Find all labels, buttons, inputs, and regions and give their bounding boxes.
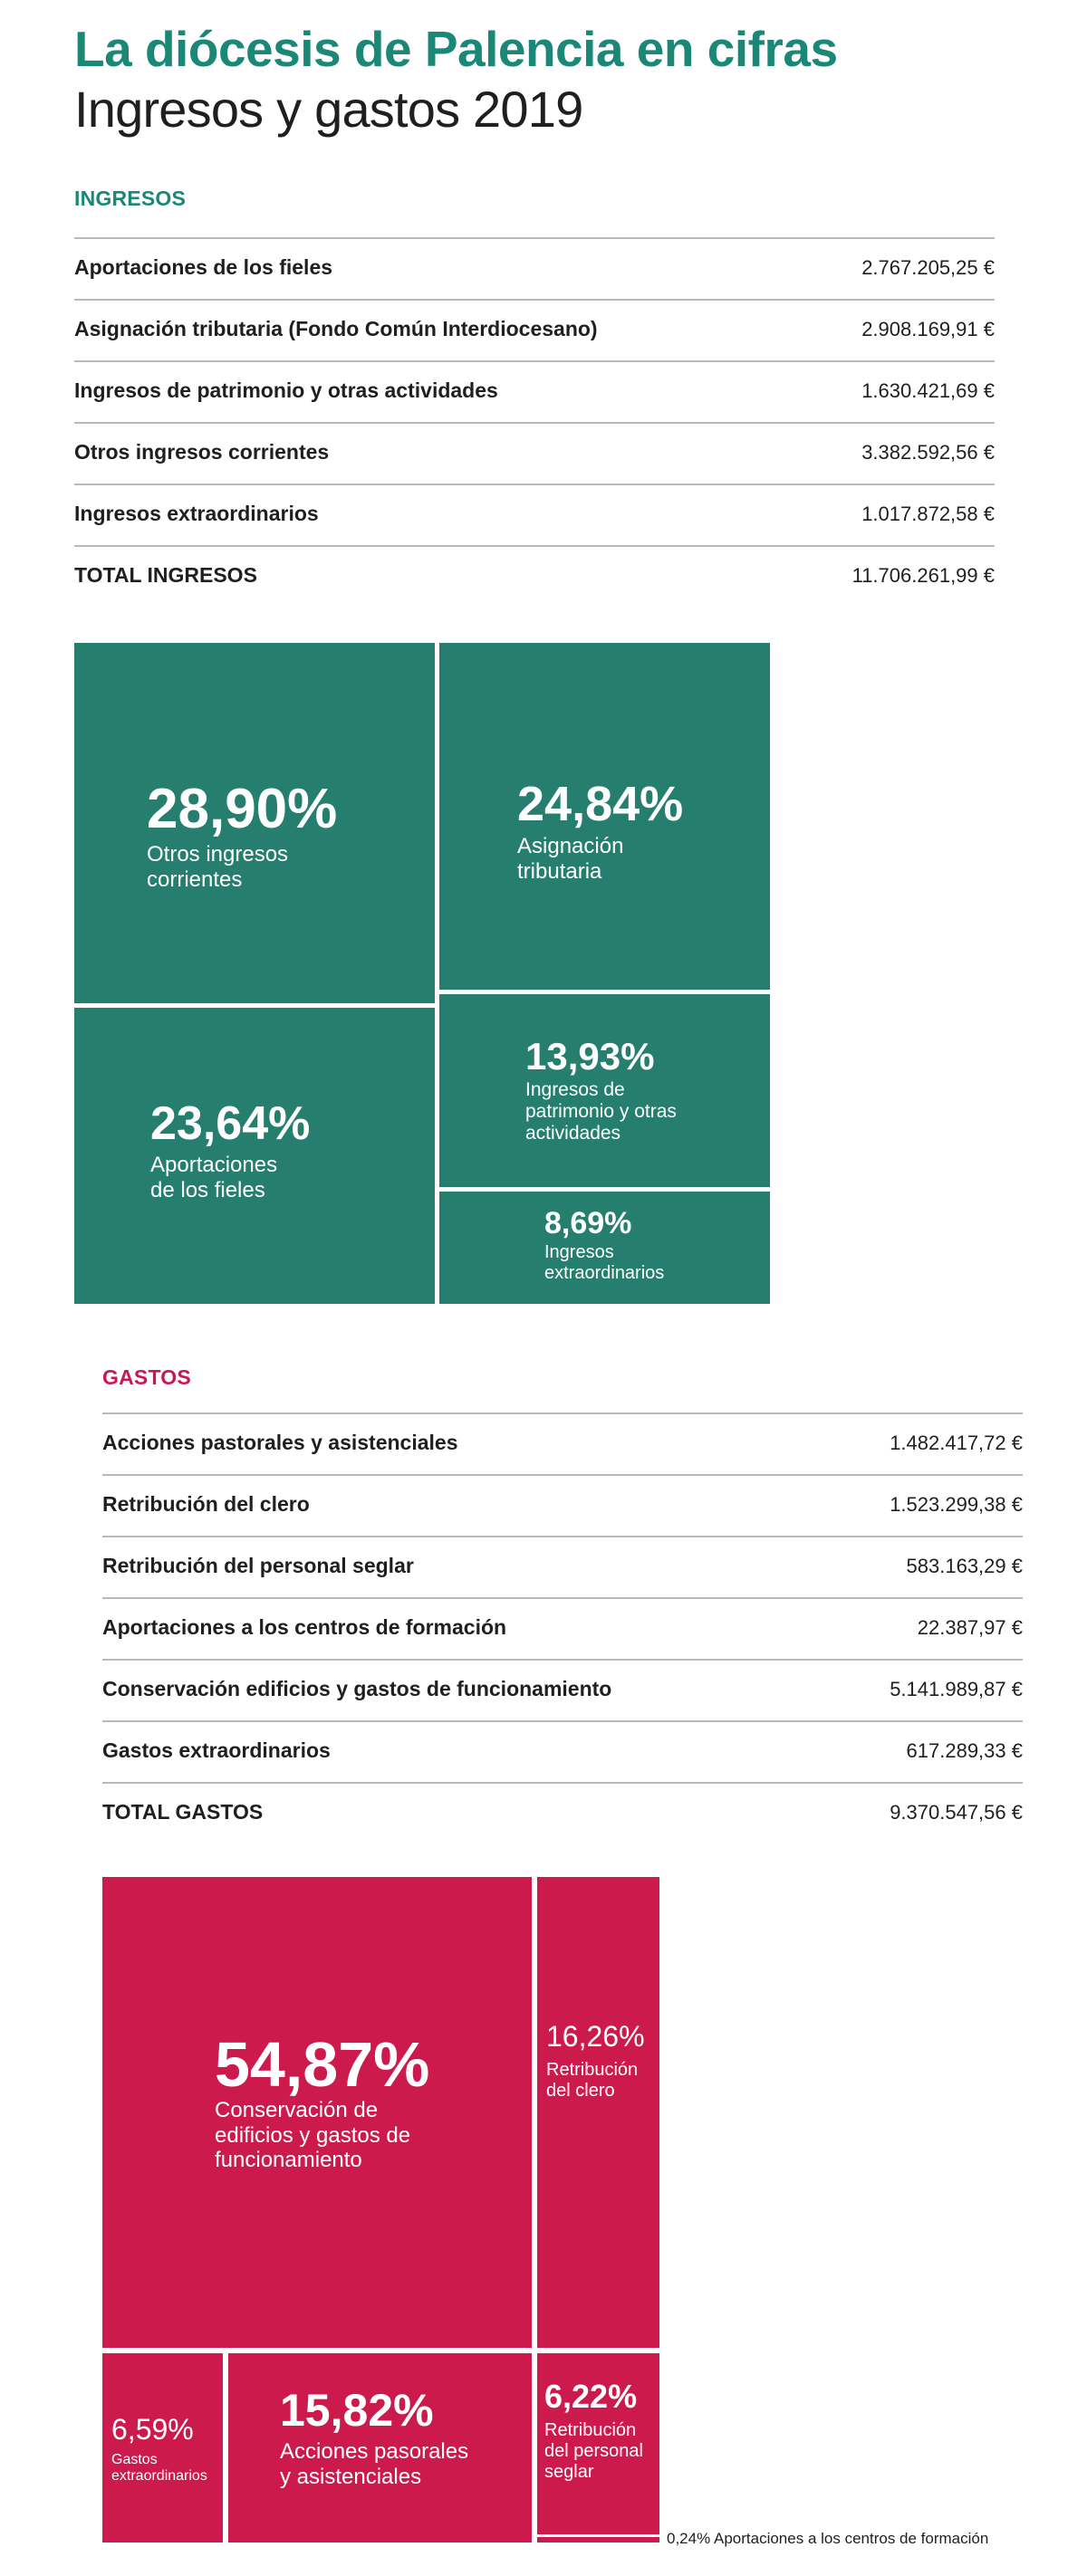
tile-label: Acciones pasorales y asistenciales (280, 2439, 469, 2489)
row-amount: 3.382.592,56 € (861, 441, 995, 464)
treemap-tile (537, 2353, 659, 2534)
tile-label: Retribución del clero (546, 2060, 639, 2101)
treemap-tile-small (537, 2537, 659, 2542)
gastos-section-label: GASTOS (102, 1365, 191, 1389)
row-amount: 583.163,29 € (906, 1555, 1023, 1577)
tile-label: Retribución del personal seglar (544, 2420, 643, 2482)
table-row (74, 360, 995, 422)
tile-percent: 8,69% (544, 1206, 632, 1240)
treemap-tile (439, 994, 770, 1187)
table-row (74, 545, 995, 607)
treemap-tile (439, 643, 770, 990)
tile-label: Gastos extraordinarios (111, 2452, 207, 2485)
table-row (102, 1782, 1023, 1843)
ingresos-section-label: INGRESOS (74, 187, 187, 210)
tile-label: Aportaciones de los fieles (150, 1153, 278, 1202)
row-label: Ingresos de patrimonio y otras actividades (74, 378, 498, 402)
treemap-tile (228, 2353, 532, 2542)
table-row (74, 237, 995, 299)
page-subtitle: Ingresos y gastos 2019 (74, 81, 583, 138)
treemap-tile (439, 1192, 770, 1304)
tile-label: Ingresos de patrimonio y otras actividades (525, 1079, 677, 1144)
treemap-tile (74, 643, 435, 1003)
row-label: Ingresos extraordinarios (74, 502, 319, 525)
row-label: Gastos extraordinarios (102, 1738, 331, 1762)
gastos-treemap (102, 1877, 659, 2542)
ingresos-table (74, 237, 995, 607)
row-amount: 2.767.205,25 € (861, 256, 995, 279)
row-label: Retribución del clero (102, 1492, 310, 1516)
row-label: Asignación tributaria (Fondo Común Interdiocesano) (74, 317, 598, 340)
table-row (102, 1474, 1023, 1536)
row-amount: 22.387,97 € (917, 1616, 1023, 1639)
row-label: Aportaciones a los centros de formación (102, 1615, 507, 1639)
row-amount: 1.523.299,38 € (890, 1493, 1023, 1516)
treemap-tile (102, 2353, 223, 2542)
tile-label: Asignación tributaria (517, 834, 624, 884)
tile-label: Conservación de edificios y gastos de funcionamiento (215, 2098, 411, 2173)
row-amount: 11.706.261,99 € (851, 564, 995, 587)
row-amount: 9.370.547,56 € (890, 1801, 1023, 1824)
table-row (102, 1536, 1023, 1597)
tile-percent: 15,82% (280, 2385, 434, 2436)
row-amount: 617.289,33 € (906, 1739, 1023, 1762)
table-row (102, 1659, 1023, 1720)
row-amount: 1.630.421,69 € (861, 379, 995, 402)
treemap-tile (537, 1877, 659, 2348)
treemap-tile (102, 1877, 532, 2348)
tile-percent: 54,87% (215, 2029, 430, 2100)
tile-label: Ingresos extraordinarios (544, 1242, 665, 1283)
row-label: Acciones pastorales y asistenciales (102, 1431, 458, 1454)
row-amount: 1.482.417,72 € (890, 1432, 1023, 1454)
row-label: Conservación edificios y gastos de funcionamiento (102, 1677, 612, 1700)
tile-label: Otros ingresos corrientes (147, 842, 289, 892)
row-label: Aportaciones de los fieles (74, 255, 333, 279)
row-amount: 1.017.872,58 € (861, 503, 995, 525)
row-label: TOTAL GASTOS (102, 1800, 264, 1824)
row-amount: 2.908.169,91 € (861, 318, 995, 340)
ingresos-treemap (74, 643, 772, 1304)
row-label: Otros ingresos corrientes (74, 440, 330, 464)
row-amount: 5.141.989,87 € (890, 1678, 1023, 1700)
tile-percent: 16,26% (546, 2020, 645, 2053)
tile-percent: 23,64% (150, 1097, 311, 1150)
table-row (102, 1720, 1023, 1782)
table-row (74, 422, 995, 484)
table-row (74, 484, 995, 545)
tile-percent: 6,59% (111, 2413, 194, 2446)
table-row (102, 1597, 1023, 1659)
tile-percent: 6,22% (544, 2378, 638, 2415)
table-row (102, 1412, 1023, 1474)
tile-percent: 28,90% (147, 778, 338, 840)
row-label: TOTAL INGRESOS (74, 563, 257, 587)
gastos-table (102, 1412, 1023, 1843)
row-label: Retribución del personal seglar (102, 1554, 414, 1577)
table-row (74, 299, 995, 360)
page-title: La diócesis de Palencia en cifras (74, 21, 838, 77)
tile-percent: 13,93% (525, 1035, 655, 1077)
tile-percent: 24,84% (517, 777, 684, 831)
treemap-tile (74, 1008, 435, 1304)
small-tile-note: 0,24% Aportaciones a los centros de formación (667, 2530, 989, 2547)
